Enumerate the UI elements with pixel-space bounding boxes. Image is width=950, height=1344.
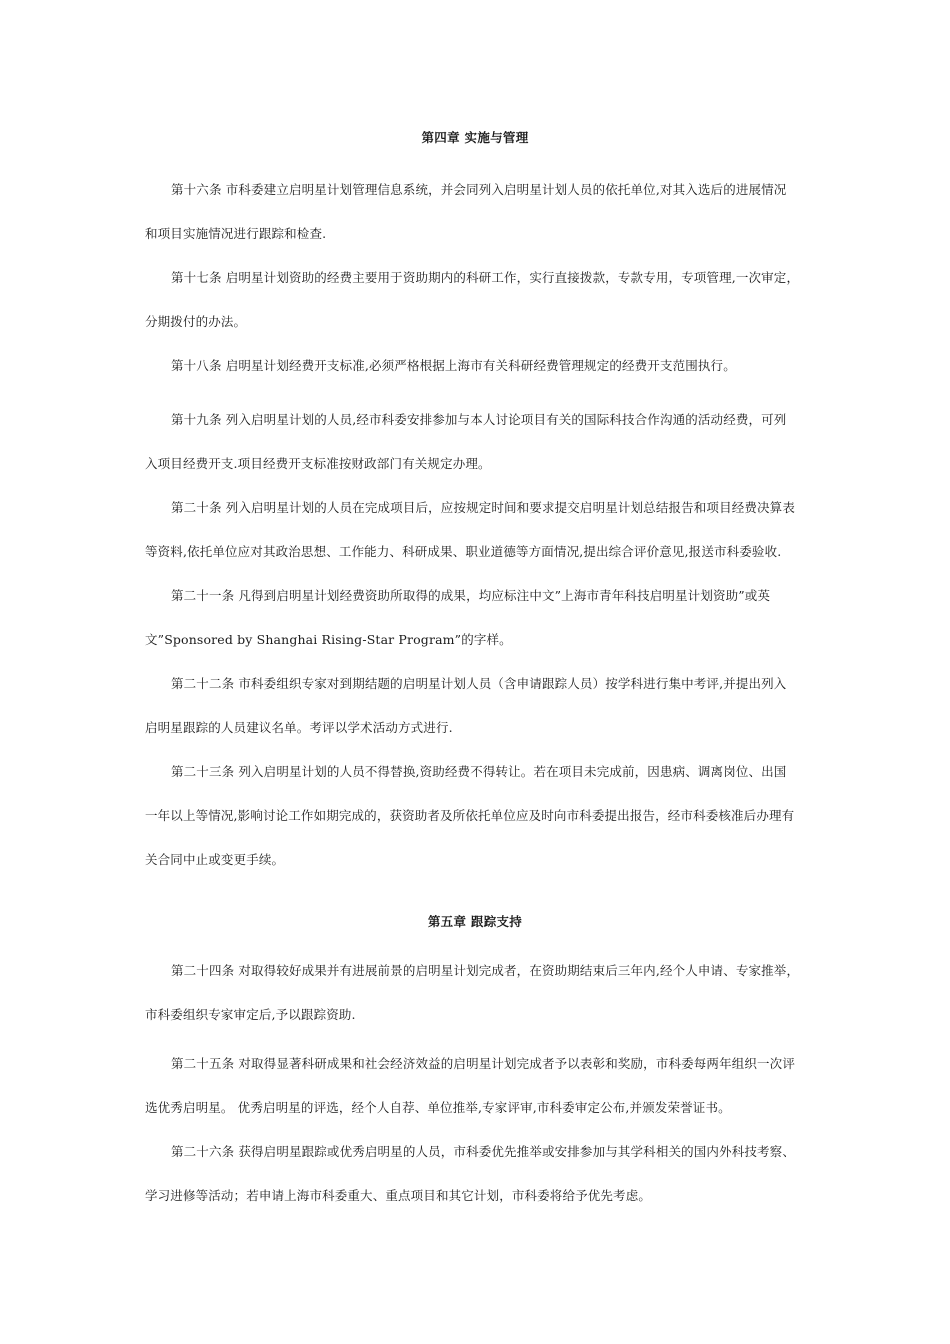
article-line: 选优秀启明星。 优秀启明星的评选，经个人自荐、单位推举,专家评审,市科委审定公布,并颁发荣誉证书。 — [145, 1100, 731, 1115]
article-19 — [145, 398, 810, 486]
article-26 — [145, 1130, 810, 1218]
article-21 — [145, 574, 810, 662]
article-23 — [145, 750, 810, 882]
article-line: 第二十二条 市科委组织专家对到期结题的启明星计划人员（含申请跟踪人员）按学科进行集中考评,并提出列入 — [171, 676, 787, 691]
article-line: 第十八条 启明星计划经费开支标准,必须严格根据上海市有关科研经费管理规定的经费开支范围执行。 — [171, 358, 736, 373]
article-line: 一年以上等情况,影响讨论工作如期完成的，获资助者及所依托单位应及时向市科委提出报告，经市科委核准后办理有 — [145, 808, 795, 823]
article-25 — [145, 1042, 810, 1130]
article-line: 分期拨付的办法。 — [145, 314, 247, 329]
article-20 — [145, 486, 810, 574]
article-line: 第二十三条 列入启明星计划的人员不得替换,资助经费不得转让。若在项目未完成前，因患病、调离岗位、出国 — [171, 764, 787, 779]
chapter-5-heading: 第五章 跟踪支持 — [427, 914, 523, 929]
article-line: 市科委组织专家审定后,予以跟踪资助. — [145, 1007, 356, 1022]
article-17 — [145, 256, 810, 344]
article-line: 和项目实施情况进行跟踪和检查. — [145, 226, 327, 241]
article-line: 关合同中止或变更手续。 — [145, 852, 285, 867]
article-line: 第十六条 市科委建立启明星计划管理信息系统，并会同列入启明星计划人员的依托单位,对其入选后的进展情况 — [171, 182, 787, 197]
chapter-4-heading: 第四章 实施与管理 — [421, 130, 529, 145]
article-line: 第二十四条 对取得较好成果并有进展前景的启明星计划完成者，在资助期结束后三年内,经个人申请、专家推举， — [171, 963, 800, 978]
article-line: 第十九条 列入启明星计划的人员,经市科委安排参加与本人讨论项目有关的国际科技合作沟通的活动经费，可列 — [171, 412, 787, 427]
article-18 — [145, 344, 810, 388]
article-line: 第二十条 列入启明星计划的人员在完成项目后，应按规定时间和要求提交启明星计划总结报告和项目经费决算表 — [171, 500, 795, 515]
article-line: 第二十六条 获得启明星跟踪或优秀启明星的人员，市科委优先推举或安排参加与其学科相关的国内外科技考察、 — [171, 1144, 795, 1159]
article-line: 第二十五条 对取得显著科研成果和社会经济效益的启明星计划完成者予以表彰和奖励，市科委每两年组织一次评 — [171, 1056, 795, 1071]
article-line: 第十七条 启明星计划资助的经费主要用于资助期内的科研工作，实行直接拨款，专款专用，专项管理,一次审定， — [171, 270, 800, 285]
article-16 — [145, 168, 810, 256]
article-line: 第二十一条 凡得到启明星计划经费资助所取得的成果，均应标注中文”上海市青年科技启明星计划资助”或英 — [171, 588, 771, 603]
article-line: 入项目经费开支.项目经费开支标准按财政部门有关规定办理。 — [145, 456, 491, 471]
article-22 — [145, 662, 810, 750]
article-24 — [145, 949, 810, 1037]
article-line: 等资料,依托单位应对其政治思想、工作能力、科研成果、职业道德等方面情况,提出综合评价意见,报送市科委验收. — [145, 544, 782, 559]
article-line: 启明星跟踪的人员建议名单。考评以学术活动方式进行. — [145, 720, 453, 735]
article-line: 文”Sponsored by Shanghai Rising-Star Program”的字样。 — [145, 632, 512, 647]
article-line: 学习进修等活动；若申请上海市科委重大、重点项目和其它计划，市科委将给予优先考虑。 — [145, 1188, 652, 1203]
